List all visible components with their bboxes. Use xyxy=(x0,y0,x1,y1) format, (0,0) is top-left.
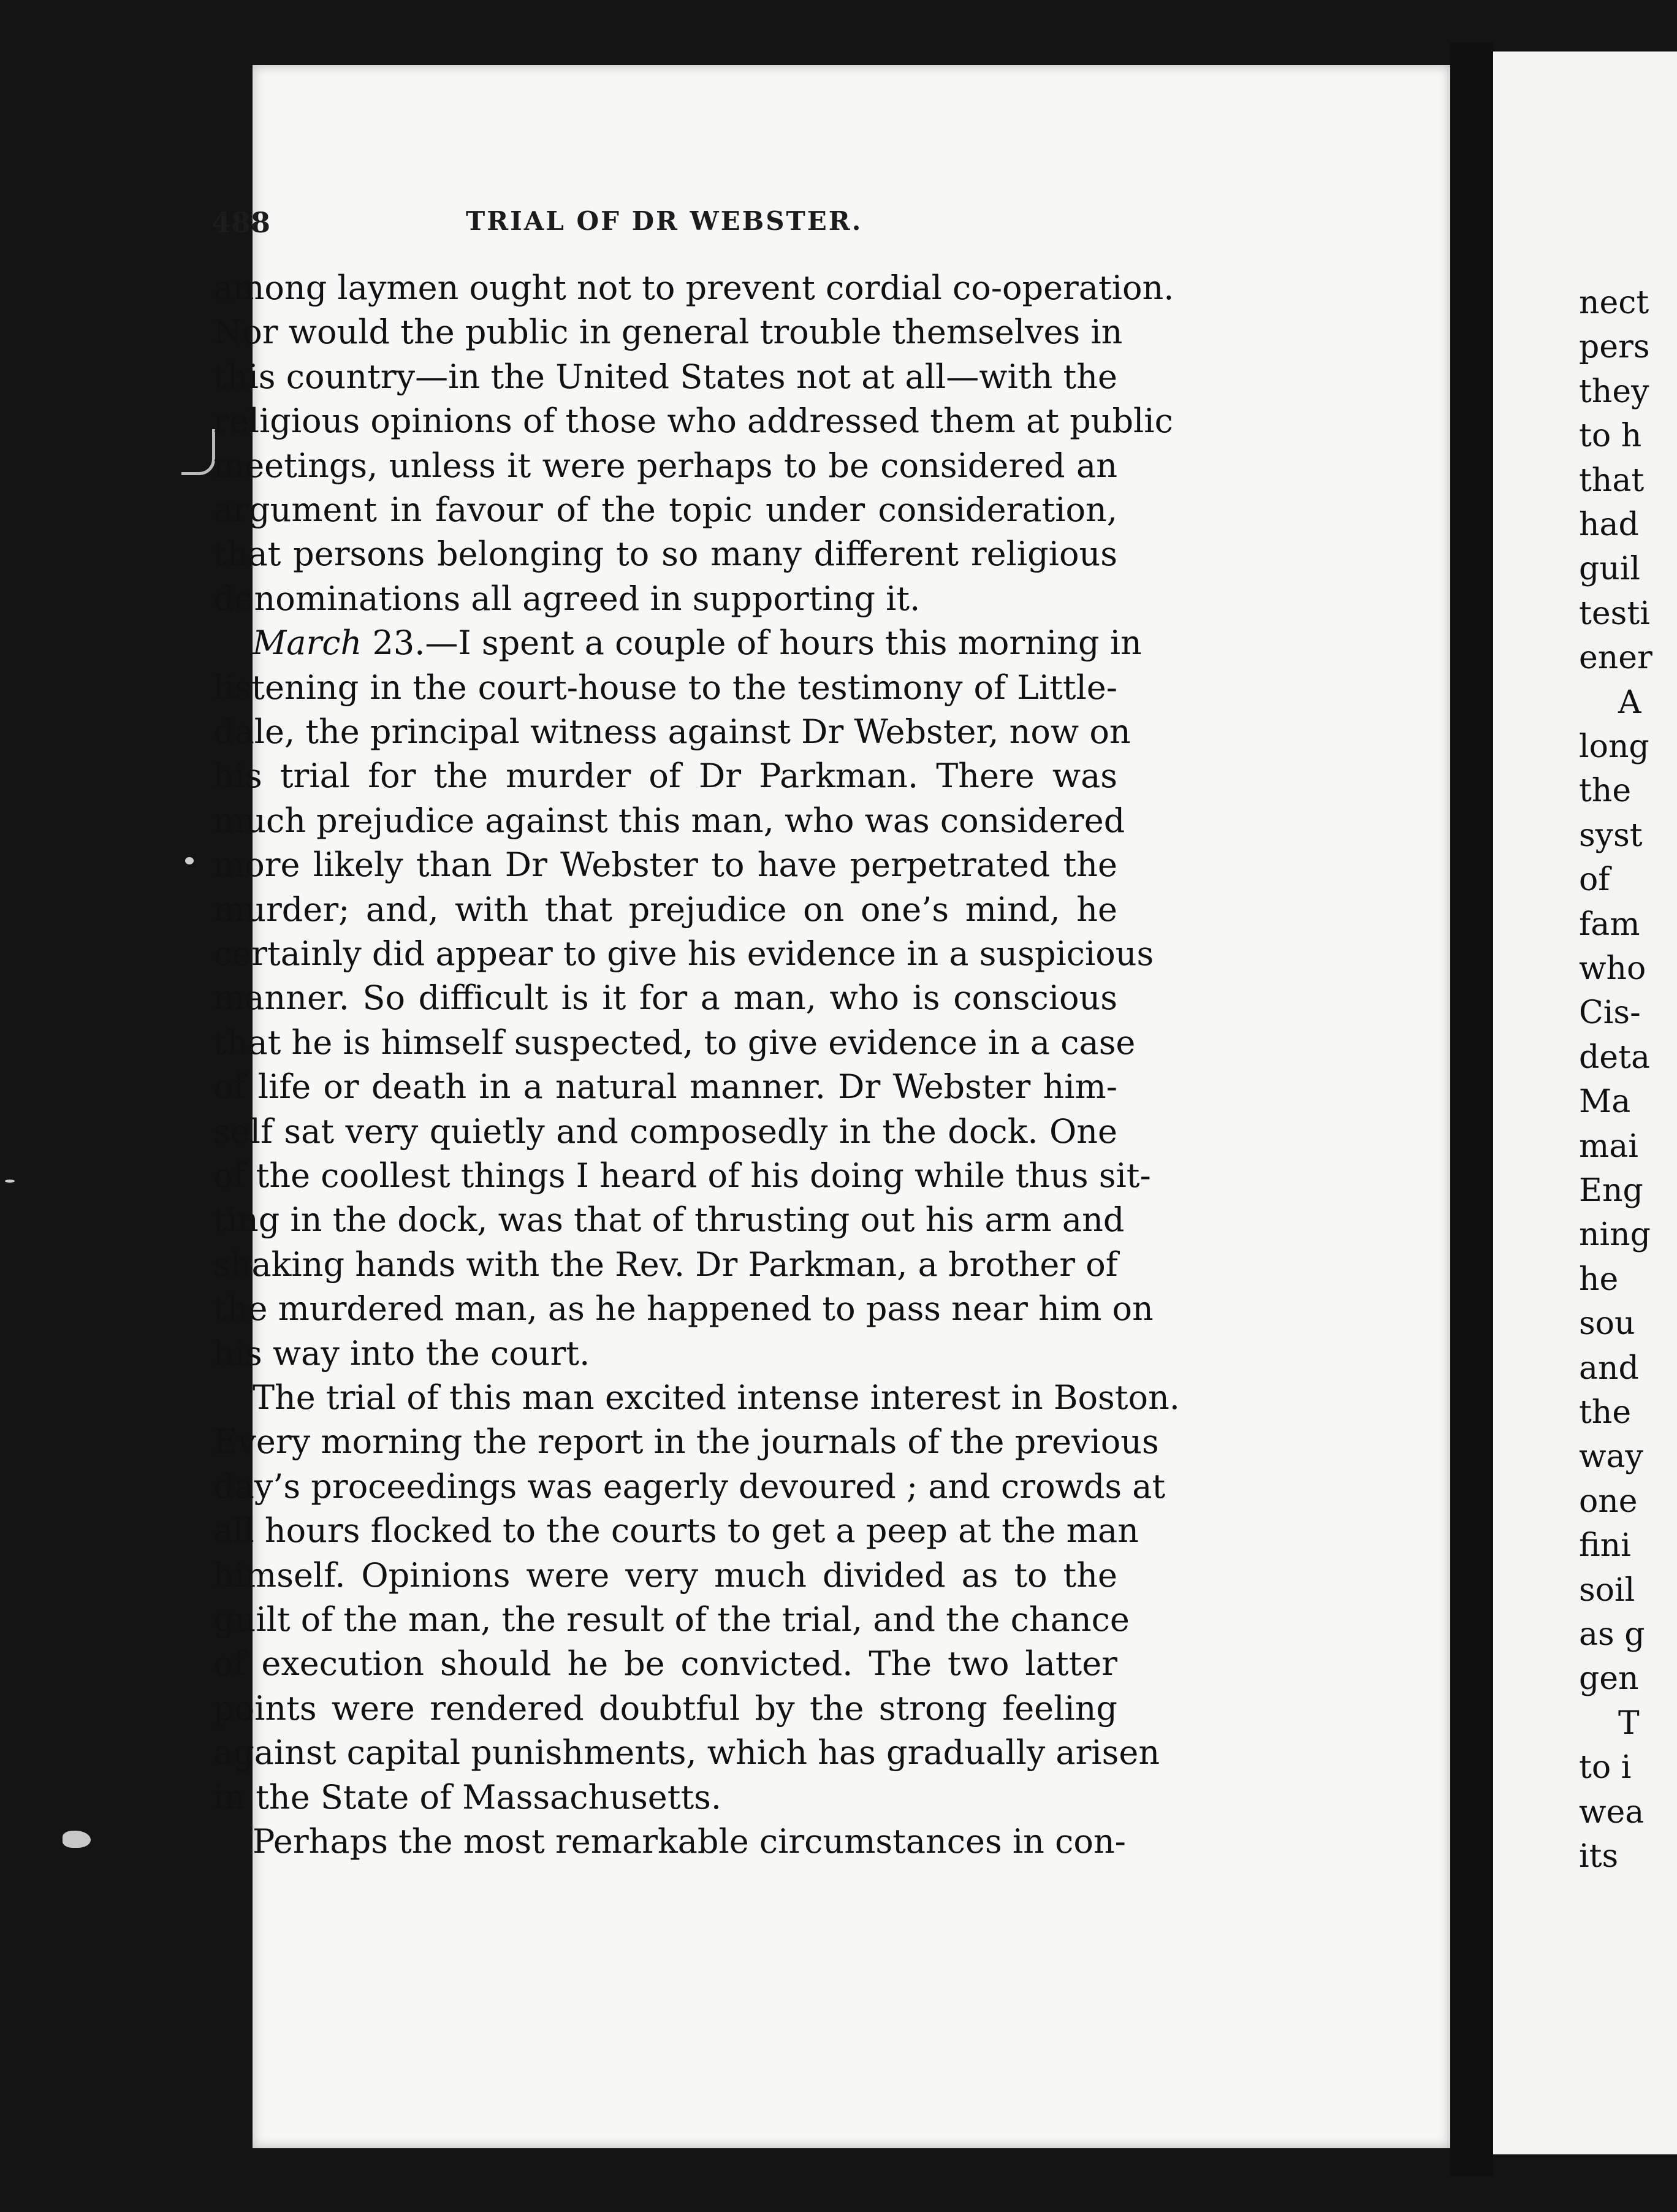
text-line: in the State of Massachusetts. xyxy=(213,1777,722,1817)
text-line: self sat very quietly and composedly in the dock. One xyxy=(213,1112,1117,1151)
text-line: murder; and, with that prejudice on one’s mind, he xyxy=(213,890,1117,929)
facing-text-fragment: long xyxy=(1579,728,1649,765)
facing-text-fragment: who xyxy=(1579,950,1646,987)
facing-text-fragment: fam xyxy=(1579,906,1640,943)
text-line: dale, the principal witness against Dr Webster, now on xyxy=(213,712,1131,751)
facing-text-fragment: nect xyxy=(1579,284,1649,321)
facing-text-fragment: wea xyxy=(1579,1793,1645,1831)
facing-text-fragment: A xyxy=(1618,684,1641,721)
facing-text-fragment: the xyxy=(1579,1394,1632,1431)
facing-text-fragment: one xyxy=(1579,1482,1638,1520)
facing-text-fragment: of xyxy=(1579,861,1610,899)
margin-smudge xyxy=(63,1831,91,1848)
facing-text-fragment: had xyxy=(1579,506,1639,543)
facing-text-fragment: Cis- xyxy=(1579,994,1641,1032)
facing-text-fragment: T xyxy=(1618,1704,1640,1742)
text-line: of life or death in a natural manner. Dr Webster him- xyxy=(213,1067,1117,1107)
text-line: The trial of this man excited intense interest in Boston. xyxy=(253,1378,1180,1417)
facing-text-fragment: pers xyxy=(1579,329,1650,366)
facing-text-fragment: the xyxy=(1579,772,1632,810)
text-line: all hours flocked to the courts to get a peep at the man xyxy=(213,1511,1139,1550)
text-line: points were rendered doubtful by the strong feeling xyxy=(213,1688,1117,1728)
text-line: March 23.—I spent a couple of hours this morning in xyxy=(253,624,1142,663)
text-line: denominations all agreed in supporting it. xyxy=(213,579,921,618)
facing-text-fragment: as g xyxy=(1579,1616,1645,1653)
text-line: among laymen ought not to prevent cordial co-operation. xyxy=(213,269,1174,307)
facing-text-fragment: he xyxy=(1579,1260,1619,1298)
text-line: shaking hands with the Rev. Dr Parkman, a brother of xyxy=(213,1245,1118,1284)
text-line: that persons belonging to so many different religious xyxy=(213,535,1117,574)
text-line: day’s proceedings was eagerly devoured ; and crowds at xyxy=(213,1466,1166,1506)
text-line: his trial for the murder of Dr Parkman. There was xyxy=(213,757,1117,796)
facing-text-fragment: Eng xyxy=(1579,1172,1643,1209)
facing-text-fragment: way xyxy=(1579,1438,1643,1476)
facing-text-fragment: syst xyxy=(1579,817,1643,854)
text-line: himself. Opinions were very much divided as to the xyxy=(213,1555,1117,1595)
facing-text-fragment: sou xyxy=(1579,1305,1635,1343)
facing-text-fragment: and xyxy=(1579,1349,1639,1387)
text-line: Every morning the report in the journals of the previous xyxy=(213,1422,1159,1462)
running-head: TRIAL OF DR WEBSTER. xyxy=(466,206,863,236)
text-line: Nor would the public in general trouble themselves in xyxy=(213,313,1123,352)
page-header xyxy=(0,206,1640,243)
text-line: meetings, unless it were perhaps to be considered an xyxy=(213,446,1117,485)
facing-text-fragment: mai xyxy=(1579,1127,1638,1165)
text-line: his way into the court. xyxy=(213,1333,590,1373)
text-line: against capital punishments, which has gradually arisen xyxy=(213,1733,1160,1772)
margin-speck xyxy=(5,1180,15,1183)
text-line: guilt of the man, the result of the trial, and the chance xyxy=(213,1600,1130,1639)
text-line: this country—in the United States not at all—with the xyxy=(213,357,1117,396)
facing-text-fragment: Ma xyxy=(1579,1083,1631,1121)
facing-text-fragment: to i xyxy=(1579,1749,1632,1787)
facing-text-fragment: ning xyxy=(1579,1216,1651,1254)
margin-speck xyxy=(185,857,194,864)
text-line: much prejudice against this man, who was considered xyxy=(213,801,1125,840)
facing-text-fragment: ener xyxy=(1579,639,1652,677)
facing-text-fragment: soil xyxy=(1579,1571,1635,1609)
text-line: that he is himself suspected, to give evidence in a case xyxy=(213,1023,1136,1062)
facing-text-fragment: fini xyxy=(1579,1527,1631,1565)
text-line: listening in the court-house to the testimony of Little- xyxy=(213,668,1117,707)
facing-text-fragment: that xyxy=(1579,462,1645,499)
facing-text-fragment: testi xyxy=(1579,595,1650,632)
text-line: more likely than Dr Webster to have perpetrated the xyxy=(213,845,1117,885)
facing-text-fragment: gen xyxy=(1579,1660,1639,1698)
text-line: of execution should he be convicted. The two latter xyxy=(213,1644,1117,1684)
text-line: the murdered man, as he happened to pass near him on xyxy=(213,1289,1154,1329)
margin-mark xyxy=(181,429,215,475)
text-line: ting in the dock, was that of thrusting out his arm and xyxy=(213,1200,1125,1240)
text-line: Perhaps the most remarkable circumstances in con- xyxy=(253,1822,1126,1861)
facing-text-fragment: they xyxy=(1579,373,1649,410)
facing-text-fragment: its xyxy=(1579,1838,1619,1875)
text-line: argument in favour of the topic under consideration, xyxy=(213,490,1117,529)
text-line: religious opinions of those who addressed them at public xyxy=(213,402,1173,441)
facing-text-fragment: deta xyxy=(1579,1039,1650,1076)
text-line: certainly did appear to give his evidence in a suspicious xyxy=(213,934,1154,973)
facing-text-fragment: to h xyxy=(1579,418,1642,455)
text-line: of the coollest things I heard of his doing while thus sit- xyxy=(213,1156,1151,1195)
text-line: manner. So difficult is it for a man, who is conscious xyxy=(213,978,1117,1018)
page-number: 488 xyxy=(211,206,271,239)
date-lead: March xyxy=(253,624,362,663)
book-gutter xyxy=(1450,43,1493,2176)
facing-text-fragment: guil xyxy=(1579,551,1641,588)
